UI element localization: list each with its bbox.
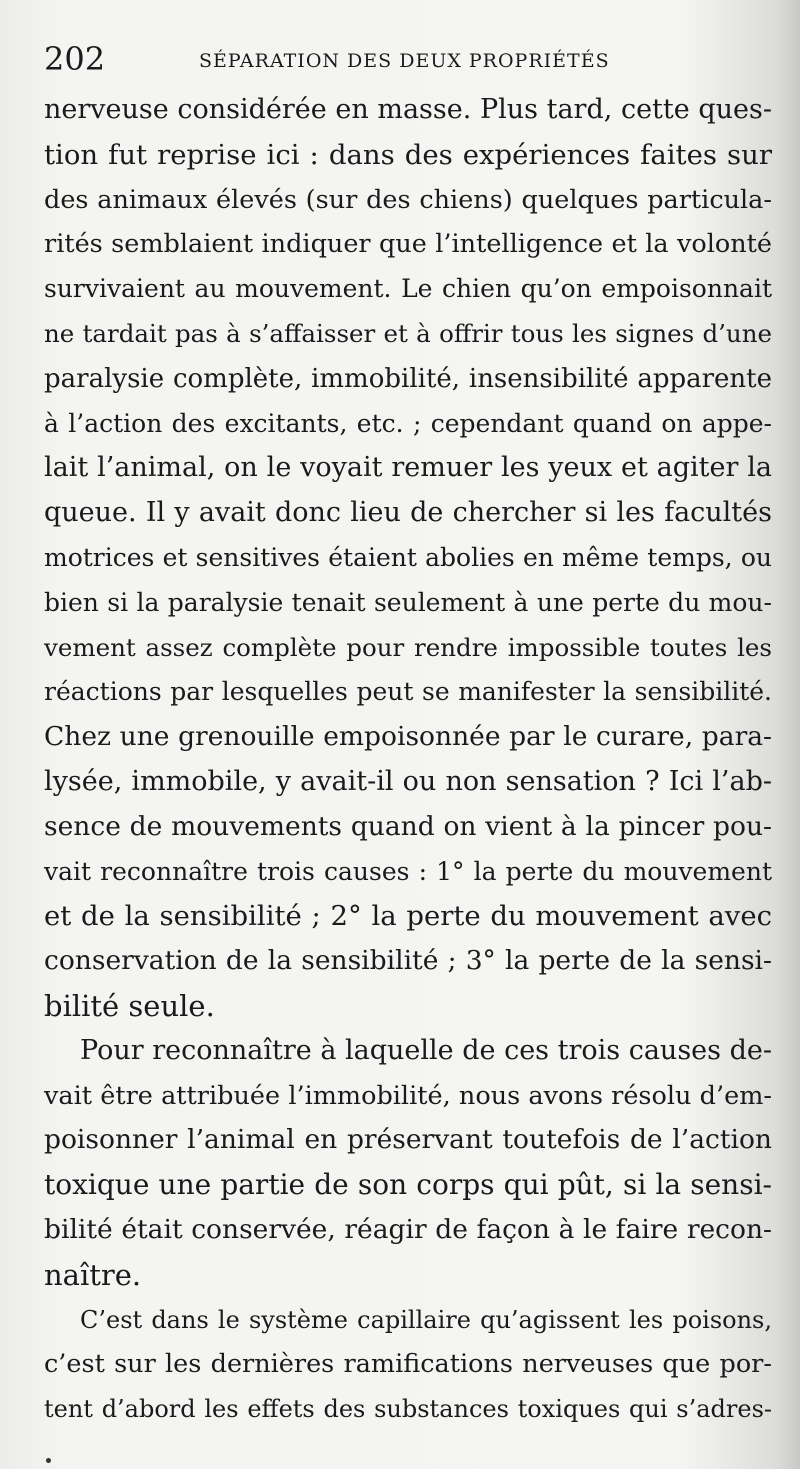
page-header (44, 36, 764, 86)
text-line: et de la sensibilité ; 2° la perte du mouvement avec (44, 900, 772, 933)
text-line: vait reconnaître trois causes : 1° la perte du mouvement (44, 856, 772, 886)
text-line: des animaux élevés (sur des chiens) quelques particula- (44, 184, 772, 215)
text-line: conservation de la sensibilité ; 3° la perte de la sensi- (44, 945, 772, 977)
text-line: c’est sur les dernières ramifications nerveuses que por- (44, 1349, 772, 1380)
text-line: vait être attribuée l’immobilité, nous avons résolu d’em- (44, 1080, 772, 1111)
text-line: sence de mouvements quand on vient à la pincer pou- (44, 810, 772, 842)
text-line: ne tardait pas à s’affaisser et à offrir tous les signes d’une (44, 318, 772, 348)
text-line: réactions par lesquelles peut se manifester la sensibilité. (44, 677, 772, 707)
text-line: queue. Il y avait donc lieu de chercher si les facultés (44, 497, 772, 529)
text-line: tion fut reprise ici : dans des expériences faites sur (44, 138, 772, 171)
text-line: bien si la paralysie tenait seulement à une perte du mou- (44, 587, 772, 617)
text-line: bilité était conservée, réagir de façon à le faire recon- (44, 1213, 772, 1245)
text-line: paralysie complète, immobilité, insensibilité apparente (44, 363, 772, 394)
paragraph-first-line: C’est dans le système capillaire qu’agissent les poisons, (80, 1305, 772, 1334)
running-head: SÉPARATION DES DEUX PROPRIÉTÉS (199, 50, 610, 72)
text-line: toxique une partie de son corps qui pût, si la sensi- (44, 1168, 772, 1202)
text-line: rités semblaient indiquer que l’intelligence et la volonté (44, 229, 772, 260)
text-line: à l’action des excitants, etc. ; cependant quand on appe- (44, 408, 772, 438)
paragraph-first-line: Pour reconnaître à laquelle de ces trois causes de- (80, 1034, 772, 1066)
text-line: lysée, immobile, y avait-il ou non sensation ? Ici l’ab- (44, 765, 772, 797)
ink-speck (46, 1458, 51, 1463)
text-line: survivaient au mouvement. Le chien qu’on empoisonnait (44, 274, 772, 304)
text-line: tent d’abord les effets des substances toxiques qui s’adres- (44, 1395, 772, 1424)
page-number: 202 (44, 40, 106, 78)
text-line: vement assez complète pour rendre impossible toutes les (44, 632, 772, 662)
text-line: Chez une grenouille empoisonnée par le curare, para- (44, 721, 772, 753)
body-text (44, 88, 772, 1432)
text-line: naître. (44, 1257, 142, 1292)
text-line: lait l’animal, on le voyait remuer les yeux et agiter la (44, 452, 772, 484)
text-line: nerveuse considérée en masse. Plus tard, cette ques- (44, 94, 772, 125)
text-line: poisonner l’animal en préservant toutefois de l’action (44, 1124, 772, 1156)
text-line: motrices et sensitives étaient abolies en même temps, ou (44, 542, 772, 572)
text-line: bilité seule. (44, 988, 215, 1023)
